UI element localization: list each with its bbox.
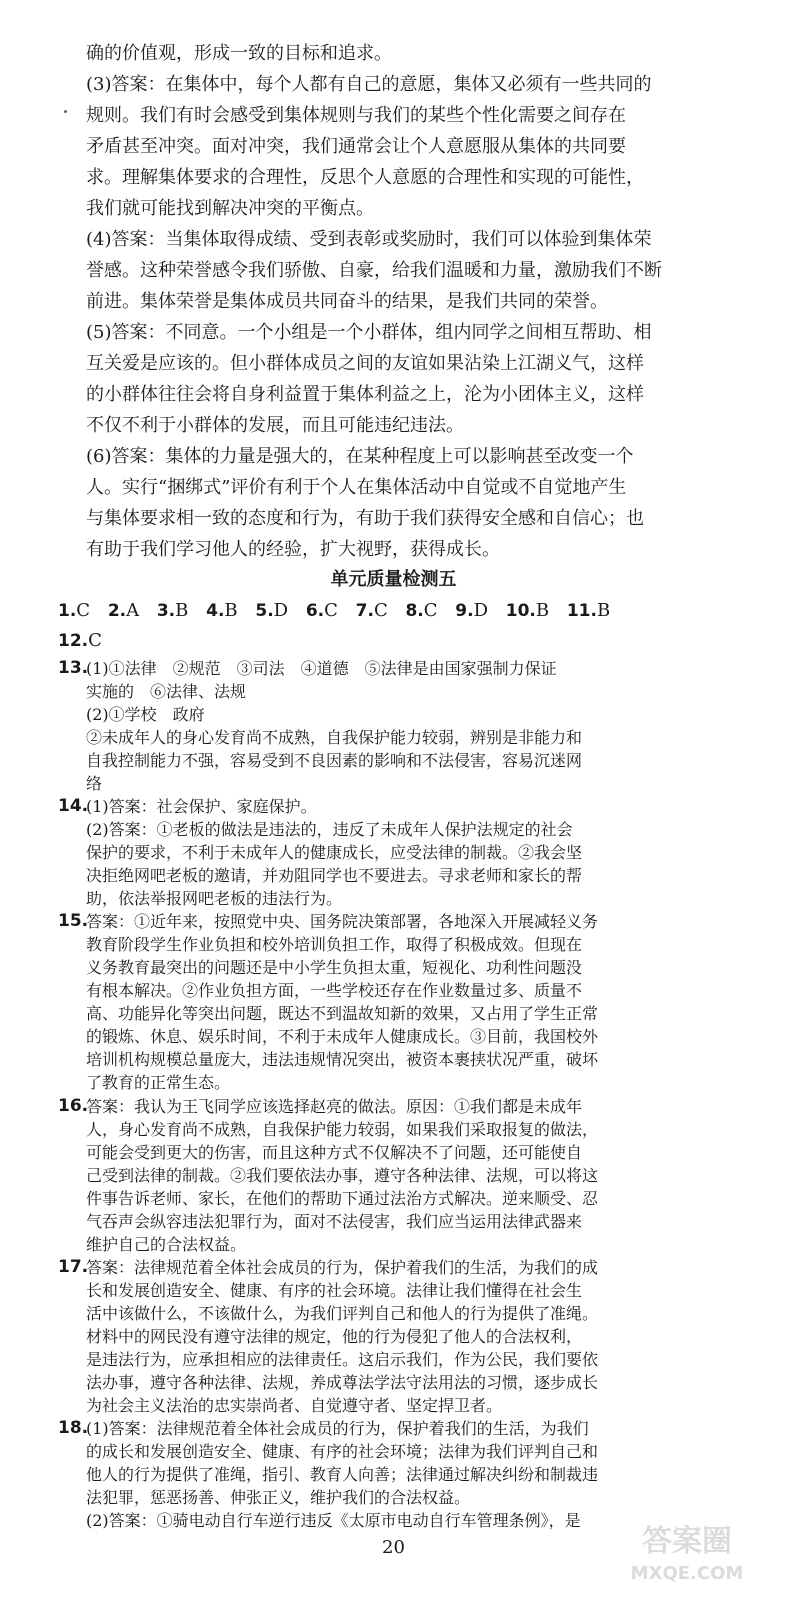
answer-17-line: 答案：法律规范着全体社会成员的行为，保护着我们的生活，为我们的成	[86, 1257, 599, 1277]
choice-number: 6.	[305, 601, 325, 621]
answer-14-line: (2)答案：①老板的做法是违法的，违反了未成年人保护法规定的社会	[86, 820, 573, 840]
answer-16-line: 维护自己的合法权益。	[86, 1234, 247, 1254]
answer-15-line: 了教育的正常生态。	[86, 1073, 231, 1093]
answer-5-line: 互关爱是应该的。但小群体成员之间的友谊如果沾染上江湖义气，这样	[86, 353, 644, 374]
answer-17-line: 是违法行为，应承担相应的法律责任。这启示我们，作为公民，我们要依	[86, 1349, 599, 1369]
answer-13-line: 络	[86, 774, 103, 794]
choice-number: 4.	[206, 601, 225, 621]
choice-number: 11.	[566, 601, 597, 621]
answer-6-line: (6)答案：集体的力量是强大的，在某种程度上可以影响甚至改变一个	[86, 446, 634, 467]
answer-13-line: 实施的 ⑥法律、法规	[86, 682, 247, 702]
answer-14-line: (1)答案：社会保护、家庭保护。	[86, 797, 317, 817]
answer-3-line: 矛盾甚至冲突。面对冲突，我们通常会让个人意愿服从集体的共同要	[86, 136, 626, 157]
answer-5-line: (5)答案：不同意。一个小组是一个小群体，组内同学之间相互帮助、相	[86, 322, 652, 343]
answer-3-line: 求。理解集体要求的合理性，反思个人意愿的合理性和实现的可能性，	[86, 167, 644, 188]
choice-letter: B	[175, 600, 189, 621]
answer-13-line: ②未成年人的身心发育尚不成熟，自我保护能力较弱，辨别是非能力和	[86, 728, 583, 748]
answer-15-line: 教育阶段学生作业负担和校外培训负担工作，取得了积极成效。但现在	[86, 935, 583, 955]
choice-number: 9.	[455, 601, 474, 621]
choice-number: 10.	[505, 601, 536, 621]
choice-letter: A	[126, 600, 140, 621]
question-number: 13.	[58, 658, 89, 678]
answer-14-line: 助，依法举报网吧老板的违法行为。	[86, 889, 343, 909]
answer-6-line: 有助于我们学习他人的经验，扩大视野，获得成长。	[86, 539, 500, 560]
choice-number: 2.	[107, 601, 127, 621]
answer-14-line: 决拒绝网吧老板的邀请，并劝阻同学也不要进去。寻求老师和家长的帮	[86, 866, 583, 886]
answer-18-line: 法犯罪，惩恶扬善、伸张正义，维护我们的合法权益。	[86, 1487, 471, 1507]
answer-4-line: 誉感。这种荣誉感令我们骄傲、自豪，给我们温暖和力量，激励我们不断	[86, 260, 662, 281]
choice-letter: D	[273, 600, 289, 621]
choice-letter: C	[88, 630, 102, 651]
question-12	[58, 626, 102, 656]
watermark-title: 答案圈	[642, 1524, 732, 1559]
answer-13-line: (2)①学校 政府	[86, 705, 205, 725]
answer-17-line: 活中该做什么，不该做什么，为我们评判自己和他人的行为提供了准绳。	[86, 1303, 599, 1323]
answer-17-line: 为社会主义法治的忠实崇尚者、自觉遵守者、坚定捍卫者。	[86, 1395, 503, 1415]
choice-number: 7.	[355, 601, 374, 621]
question-number: 16.	[58, 1095, 89, 1116]
choice-letter: B	[224, 600, 238, 621]
question-number: 14.	[58, 796, 89, 817]
answer-4-line: (4)答案：当集体取得成绩、受到表彰或奖励时，我们可以体验到集体荣	[86, 229, 652, 250]
answer-6-line: 与集体要求相一致的态度和行为，有助于我们获得安全感和自信心；也	[86, 508, 644, 529]
question-number: 18.	[58, 1417, 89, 1438]
choice-number: 5.	[255, 601, 274, 621]
answer-15-line: 高、功能异化等突出问题，既达不到温故知新的效果，又占用了学生正常	[86, 1004, 599, 1024]
choice-letter: B	[596, 600, 611, 621]
answer-4-line: 前进。集体荣誉是集体成员共同奋斗的结果，是我们共同的荣誉。	[86, 291, 608, 312]
question-number: 15.	[58, 911, 89, 932]
answer-3-line: 规则。我们有时会感受到集体规则与我们的某些个性化需要之间存在	[86, 105, 626, 126]
answer-15-line: 答案：①近年来，按照党中央、国务院决策部署，各地深入开展减轻义务	[86, 912, 599, 932]
answer-16-line: 己受到法律的制裁。②我们要依法办事，遵守各种法律、法规，可以将这	[86, 1165, 599, 1185]
question-number: 12.	[58, 631, 89, 651]
text-line: 确的价值观，形成一致的目标和追求。	[86, 43, 392, 64]
answer-16-line: 可能会受到更大的伤害，而且这种方式不仅解决不了问题，还可能使自	[86, 1142, 583, 1162]
answer-5-line: 不仅不利于小群体的发展，而且可能违纪违法。	[86, 415, 464, 436]
answer-3-line: (3)答案：在集体中，每个人都有自己的意愿，集体又必须有一些共同的	[86, 74, 652, 95]
answer-15-line: 义务教育最突出的问题还是中小学生负担太重，短视化、功利性问题没	[86, 958, 583, 978]
choice-letter: D	[473, 600, 489, 621]
choice-answers	[58, 596, 610, 626]
choice-letter: B	[535, 600, 550, 621]
choice-letter: C	[373, 600, 388, 621]
choice-letter: C	[76, 600, 91, 621]
section-title: 单元质量检测五	[330, 569, 457, 590]
answer-16-line: 气吞声会纵容违法犯罪行为，面对不法侵害，我们应当运用法律武器来	[86, 1211, 583, 1231]
answer-6-line: 人。实行“捆绑式”评价有利于个人在集体活动中自觉或不自觉地产生	[86, 477, 627, 498]
answer-13-line: 自我控制能力不强，容易受到不良因素的影响和不法侵害，容易沉迷网	[86, 751, 583, 771]
answer-15-line: 培训机构规模总量庞大，违法违规情况突出，被资本裹挟状况严重，破坏	[86, 1050, 599, 1070]
answer-14-line: 保护的要求，不利于未成年人的健康成长，应受法律的制裁。②我会坚	[86, 843, 583, 863]
answer-18-line: 他人的行为提供了准绳，指引、教育人向善；法律通过解决纠纷和制裁违	[86, 1464, 599, 1484]
answer-15-line: 有根本解决。②作业负担方面，一些学校还存在作业数量过多、质量不	[86, 981, 583, 1001]
question-number: 17.	[58, 1256, 89, 1277]
answer-18-line: 的成长和发展创造安全、健康、有序的社会环境；法律为我们评判自己和	[86, 1441, 599, 1461]
answer-17-line: 长和发展创造安全、健康、有序的社会环境。法律让我们懂得在社会生	[86, 1280, 583, 1300]
answer-18-line: (2)答案：①骑电动自行车逆行违反《太原市电动自行车管理条例》，是	[86, 1510, 581, 1530]
page-number: 20	[382, 1537, 405, 1558]
answer-16-line: 人，身心发育尚不成熟，自我保护能力较弱，如果我们采取报复的做法，	[86, 1119, 599, 1139]
choice-number: 3.	[156, 601, 176, 621]
answer-16-line: 件事告诉老师、家长，在他们的帮助下通过法治方式解决。逆来顺受、忍	[86, 1188, 599, 1208]
answer-5-line: 的小群体往往会将自身利益置于集体利益之上，沦为小团体主义，这样	[86, 384, 644, 405]
speck-mark	[64, 110, 67, 113]
choice-letter: C	[324, 600, 338, 621]
choice-number: 8.	[405, 601, 424, 621]
answer-15-line: 的锻炼、休息、娱乐时间，不利于未成年人健康成长。③目前，我国校外	[86, 1027, 599, 1047]
choice-number: 1.	[58, 601, 77, 621]
watermark-url: MXQE.COM	[630, 1563, 744, 1584]
answer-13-line: (1)①法律 ②规范 ③司法 ④道德 ⑤法律是由国家强制力保证	[86, 659, 557, 678]
answer-18-line: (1)答案：法律规范着全体社会成员的行为，保护着我们的生活，为我们	[86, 1418, 589, 1438]
choice-letter: C	[423, 600, 438, 621]
answer-3-line: 我们就可能找到解决冲突的平衡点。	[86, 198, 374, 219]
answer-16-line: 答案：我认为王飞同学应该选择赵亮的做法。原因：①我们都是未成年	[86, 1096, 583, 1116]
answer-17-line: 法办事，遵守各种法律、法规，养成尊法学法守法用法的习惯，逐步成长	[86, 1372, 599, 1392]
answer-17-line: 材料中的网民没有遵守法律的规定，他的行为侵犯了他人的合法权利，	[86, 1326, 583, 1346]
